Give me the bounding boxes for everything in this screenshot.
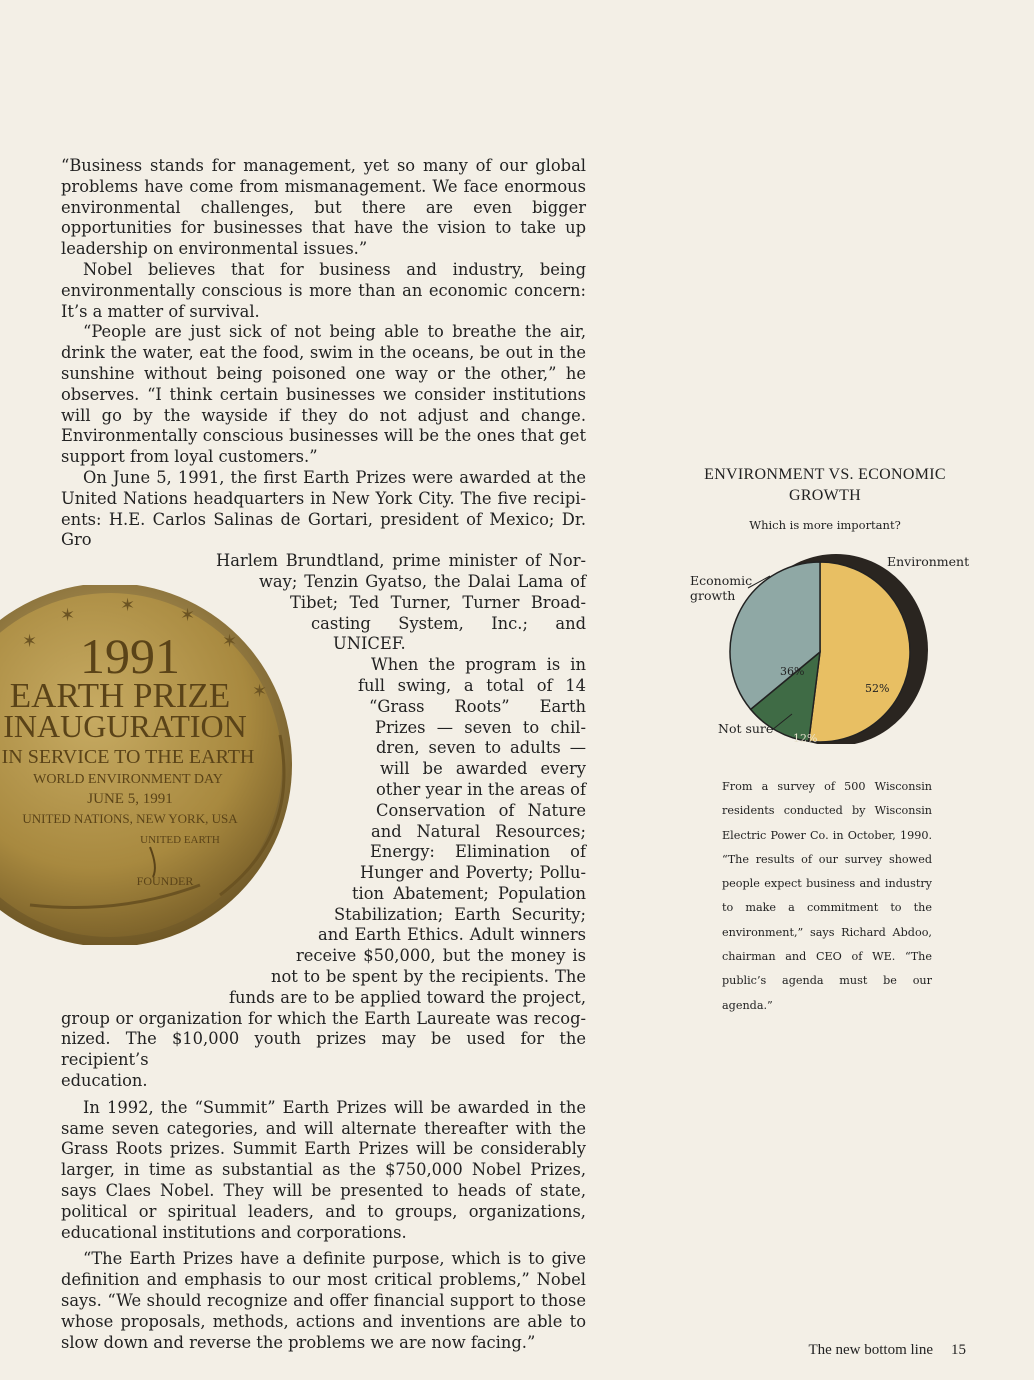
p5-line: Conservation of Nature — [376, 800, 586, 820]
pie-category-label: Environment — [887, 554, 970, 569]
medal-line7: UNITED EARTH — [140, 834, 220, 846]
p4-line: Tibet; Ted Turner, Turner Broad- — [290, 592, 586, 612]
page-footer — [808, 1342, 966, 1359]
svg-text:✶: ✶ — [222, 631, 238, 652]
paragraph-7: “The Earth Prizes have a definite purpose, which is to give definition and emphasis to our most critical problems,” Nobel says. “We should recognize and offer financial support to those whose proposals, methods, actions and inventions are able to slow down and reverse the problems we are now facing.” — [61, 1249, 586, 1352]
p5-line: education. — [61, 1071, 148, 1091]
paragraph-1: “Business stands for management, yet so many of our global problems have come from mismanagement. We face enormous environmental challenges, but there are even bigger opportunities for businesses that have the vision to take up leadership on environmental issues.” — [61, 156, 586, 259]
paragraph-6: In 1992, the “Summit” Earth Prizes will be awarded in the same seven categories, and will alternate thereafter with the Grass Roots prizes. Summit Earth Prizes will be considerably larger, in time as substantial as the $750,000 Nobel Prizes, says Claes Nobel. They will be presented to heads of state, political or spiritual leaders, and to groups, organizations, educational institutions and corporations. — [61, 1097, 586, 1242]
medal-line4: WORLD ENVIRONMENT DAY — [33, 772, 223, 787]
p5-line: other year in the areas of — [376, 779, 586, 799]
medal-line5: JUNE 5, 1991 — [87, 791, 173, 807]
p5-line: Hunger and Poverty; Pollu- — [360, 863, 586, 883]
p4-line: casting System, Inc.; and — [311, 613, 586, 633]
survey-chart — [680, 464, 970, 744]
p5-line: full swing, a total of 14 — [358, 675, 586, 695]
running-title: The new bottom line — [808, 1342, 933, 1358]
p4-line: United Nations headquarters in New York City. The five recipi- — [61, 488, 586, 508]
p4-line: On June 5, 1991, the first Earth Prizes were awarded at the — [83, 467, 586, 487]
pie-value-label: 52% — [865, 682, 890, 695]
p4-line: UNICEF. — [333, 634, 406, 654]
earth-prize-medal — [0, 585, 300, 945]
p5-line: and Natural Resources; — [371, 821, 586, 841]
p5-line: Stabilization; Earth Security; — [334, 904, 586, 924]
medal-line8: FOUNDER — [136, 874, 194, 888]
chart-caption: From a survey of 500 Wisconsin residents conducted by Wisconsin Electric Power Co. in October, 1990. “The results of our survey showed people expect business and industry to make a commitment to the environment,” says Richard Abdoo, chairman and CEO of WE. “The public’s agenda must be our agenda.” — [722, 780, 932, 1012]
pie-chart — [680, 544, 970, 744]
p5-line: Prizes — seven to chil- — [375, 717, 586, 737]
p5-line: will be awarded every — [380, 759, 586, 779]
p5-line: When the program is in — [371, 655, 586, 675]
svg-text:✶: ✶ — [180, 605, 196, 626]
svg-text:✶: ✶ — [120, 595, 136, 616]
medal-line6: UNITED NATIONS, NEW YORK, USA — [22, 811, 238, 826]
medal-graphic — [0, 585, 300, 945]
p5-line: nized. The $10,000 youth prizes may be used for the recipient’s — [61, 1029, 586, 1070]
chart-subtitle: Which is more important? — [749, 518, 901, 532]
p5-line: “Grass Roots” Earth — [369, 696, 586, 716]
page-number: 15 — [951, 1342, 966, 1358]
medal-line3: IN SERVICE TO THE EARTH — [1, 746, 255, 768]
svg-text:✶: ✶ — [22, 631, 38, 652]
medal-title-line1: EARTH PRIZE — [9, 676, 231, 715]
pie-category-label: Economic — [690, 573, 753, 588]
p4-line: way; Tenzin Gyatso, the Dalai Lama of — [259, 571, 586, 591]
p5-line: group or organization for which the Earth Laureate was recog- — [61, 1008, 586, 1028]
p5-line: not to be spent by the recipients. The — [271, 967, 586, 987]
pie-category-label: growth — [690, 588, 736, 603]
p4-line: Harlem Brundtland, prime minister of Nor- — [216, 551, 586, 571]
svg-text:✶: ✶ — [252, 681, 268, 702]
pie-value-label: 36% — [780, 665, 805, 678]
p4-line: ents: H.E. Carlos Salinas de Gortari, president of Mexico; Dr. Gro — [61, 509, 586, 550]
p5-line: and Earth Ethics. Adult winners — [318, 925, 586, 945]
p5-line: dren, seven to adults — — [376, 738, 586, 758]
paragraph-3: “People are just sick of not being able to breathe the air, drink the water, eat the food, swim in the oceans, be out in the sunshine without being poisoned one way or the other,” he observes. “I think certain businesses we consider institutions will go by the wayside if they do not adjust and change. Environmentally conscious businesses will be the ones that get support from loyal customers.” — [61, 322, 586, 467]
pie-category-label: Not sure — [718, 721, 774, 736]
chart-title: ENVIRONMENT VS. ECONOMIC GROWTH — [704, 466, 946, 504]
paragraph-2: Nobel believes that for business and industry, being environmentally conscious is more than an economic concern: It’s a matter of survival. — [61, 259, 586, 321]
svg-text:✶: ✶ — [60, 605, 76, 626]
p5-line: receive $50,000, but the money is — [296, 946, 586, 966]
p5-line: Energy: Elimination of — [370, 842, 586, 862]
medal-year: 1991 — [80, 628, 180, 684]
pie-value-label: 12% — [793, 732, 818, 744]
p5-line: funds are to be applied toward the project, — [229, 987, 586, 1007]
p5-line: tion Abatement; Population — [352, 883, 586, 903]
medal-title-line2: INAUGURATION — [3, 708, 247, 744]
